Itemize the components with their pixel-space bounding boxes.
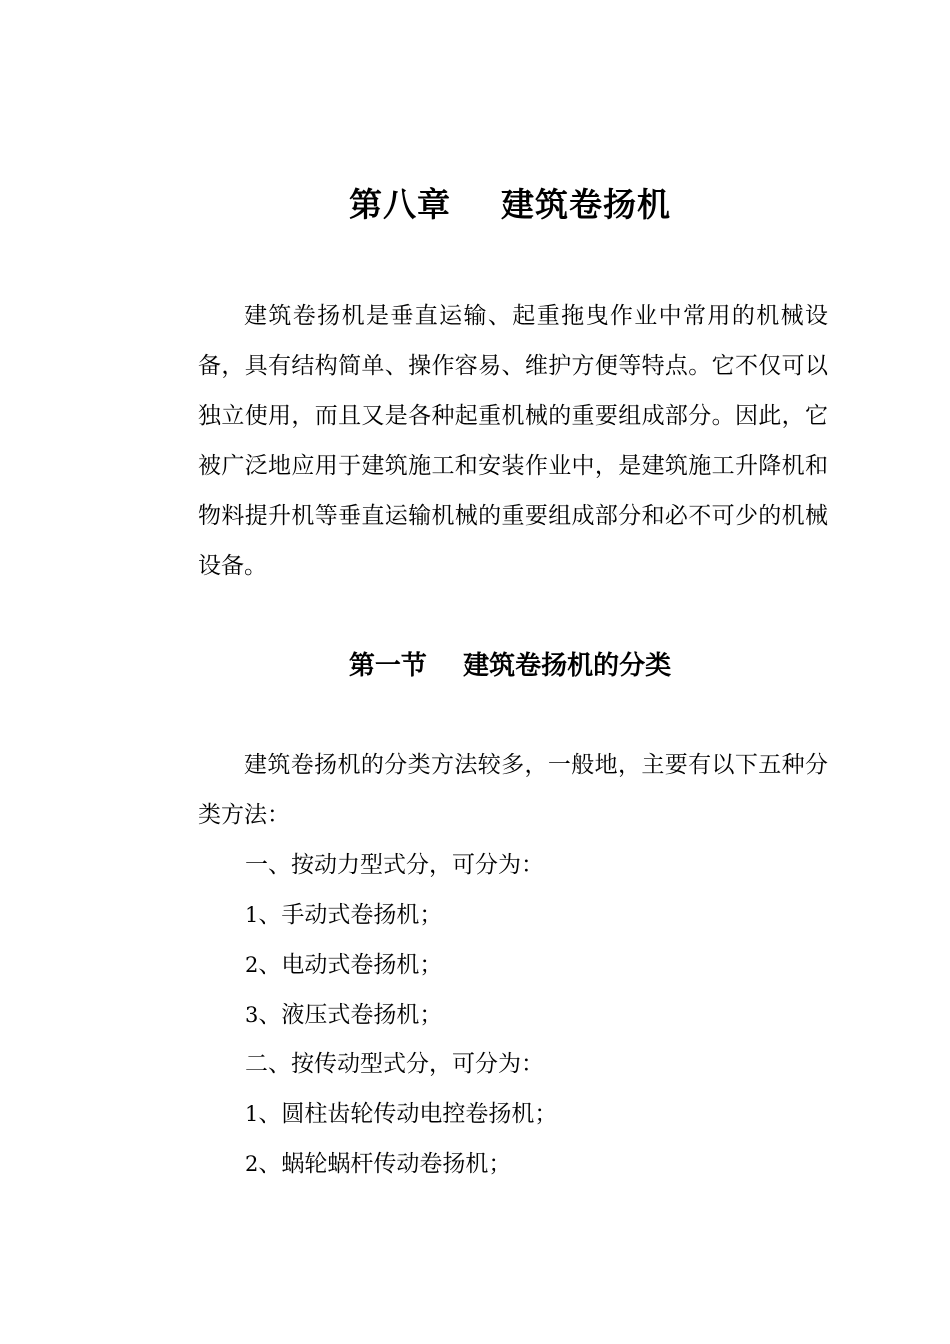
item-text: 、手动式卷扬机；	[258, 902, 443, 928]
item-number: 2	[245, 953, 259, 977]
item-text: 、蜗轮蜗杆传动卷扬机；	[258, 1151, 512, 1177]
list-item	[245, 890, 442, 940]
classification-intro-paragraph: 建筑卷扬机的分类方法较多，一般地，主要有以下五种分类方法：	[198, 752, 828, 828]
item-number: 2	[245, 1152, 259, 1176]
item-text: 、圆柱齿轮传动电控卷扬机；	[258, 1101, 558, 1127]
list-item	[245, 940, 442, 990]
section-title: 第一节 建筑卷扬机的分类	[348, 651, 672, 681]
chapter-title: 第八章 建筑卷扬机	[349, 185, 671, 224]
item-text: 、电动式卷扬机；	[258, 952, 443, 978]
group-heading-power-type: 一、按动力型式分，可分为：	[245, 852, 544, 878]
item-number: 3	[245, 1003, 259, 1027]
list-item	[245, 1139, 511, 1189]
list-item	[245, 990, 442, 1040]
item-number: 1	[245, 1102, 259, 1126]
list-item	[245, 1089, 557, 1139]
item-text: 、液压式卷扬机；	[258, 1002, 443, 1028]
item-number: 1	[245, 903, 259, 927]
group-heading-transmission-type: 二、按传动型式分，可分为：	[245, 1051, 544, 1077]
intro-paragraph: 建筑卷扬机是垂直运输、起重拖曳作业中常用的机械设备，具有结构简单、操作容易、维护方便等特点。它不仅可以独立使用，而且又是各种起重机械的重要组成部分。因此，它被广泛地应用于建筑施工和安装作业中，是建筑施工升降机和物料提升机等垂直运输机械的重要组成部分和必不可少的机械设备。	[198, 303, 828, 579]
